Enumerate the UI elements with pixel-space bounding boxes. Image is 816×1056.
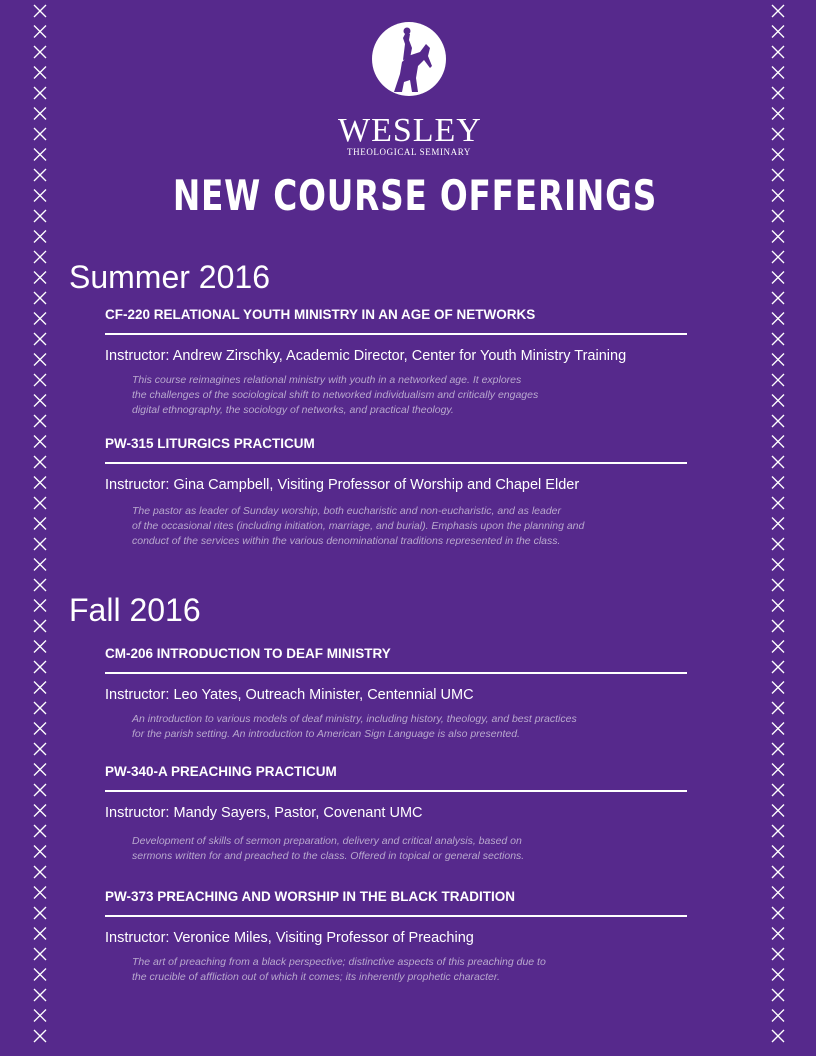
course-card <box>105 435 705 547</box>
course-description: An introduction to various models of deaf ministry, including history, theology, and best practices for the parish setting. An introduction to American Sign Language is also presented. <box>132 713 577 740</box>
course-divider <box>105 790 687 792</box>
course-card <box>105 306 705 416</box>
course-divider <box>105 672 687 674</box>
course-title: PW-373 PREACHING AND WORSHIP IN THE BLACK TRADITION <box>105 889 515 904</box>
course-card <box>105 645 705 740</box>
cross-pattern-icon <box>33 0 47 1056</box>
cross-pattern-icon <box>771 0 785 1056</box>
right-cross-border <box>771 0 785 1056</box>
term-heading-fall: Fall 2016 <box>69 592 201 628</box>
course-instructor: Instructor: Gina Campbell, Visiting Professor of Worship and Chapel Elder <box>105 477 580 493</box>
wesley-logo <box>338 20 482 157</box>
course-instructor: Instructor: Leo Yates, Outreach Minister, Centennial UMC <box>105 687 474 703</box>
course-divider <box>105 915 687 917</box>
course-divider <box>105 333 687 335</box>
term-heading-summer: Summer 2016 <box>69 259 270 295</box>
horse-and-rider-icon <box>372 22 446 96</box>
left-cross-border <box>33 0 47 1056</box>
course-instructor: Instructor: Veronice Miles, Visiting Professor of Preaching <box>105 930 474 946</box>
course-title: PW-315 LITURGICS PRACTICUM <box>105 436 315 451</box>
course-divider <box>105 462 687 464</box>
course-card <box>105 888 705 983</box>
page-title: NEW COURSE OFFERINGS <box>172 171 658 220</box>
course-title: CF-220 RELATIONAL YOUTH MINISTRY IN AN AGE OF NETWORKS <box>105 307 536 322</box>
course-description: The art of preaching from a black perspective; distinctive aspects of this preaching due to the crucible of affliction out of which it comes; its inherently prophetic character. <box>132 956 546 983</box>
course-description: This course reimagines relational ministry with youth in a networked age. It explores the challenges of the sociological shift to networked individualism and critically engages digital ethnography, the sociology of networks, and practical theology. <box>132 374 539 416</box>
course-description: The pastor as leader of Sunday worship, both eucharistic and non-eucharistic, and as leader of the occasional rites (including initiation, marriage, and burial). Emphasis upon the planning and conduct of the services within the various denominational traditions represented in the class. <box>132 505 585 547</box>
course-title: CM-206 INTRODUCTION TO DEAF MINISTRY <box>105 646 391 661</box>
course-description: Development of skills of sermon preparation, delivery and critical analysis, based on sermons written for and preached to the class. Offered in topical or general sections. <box>132 835 525 862</box>
logo-subtitle: THEOLOGICAL SEMINARY <box>347 147 471 157</box>
course-instructor: Instructor: Andrew Zirschky, Academic Director, Center for Youth Ministry Training <box>105 348 627 364</box>
course-title: PW-340-A PREACHING PRACTICUM <box>105 764 337 779</box>
course-card <box>105 763 705 862</box>
logo-name: WESLEY <box>338 112 482 149</box>
course-instructor: Instructor: Mandy Sayers, Pastor, Covenant UMC <box>105 805 423 821</box>
